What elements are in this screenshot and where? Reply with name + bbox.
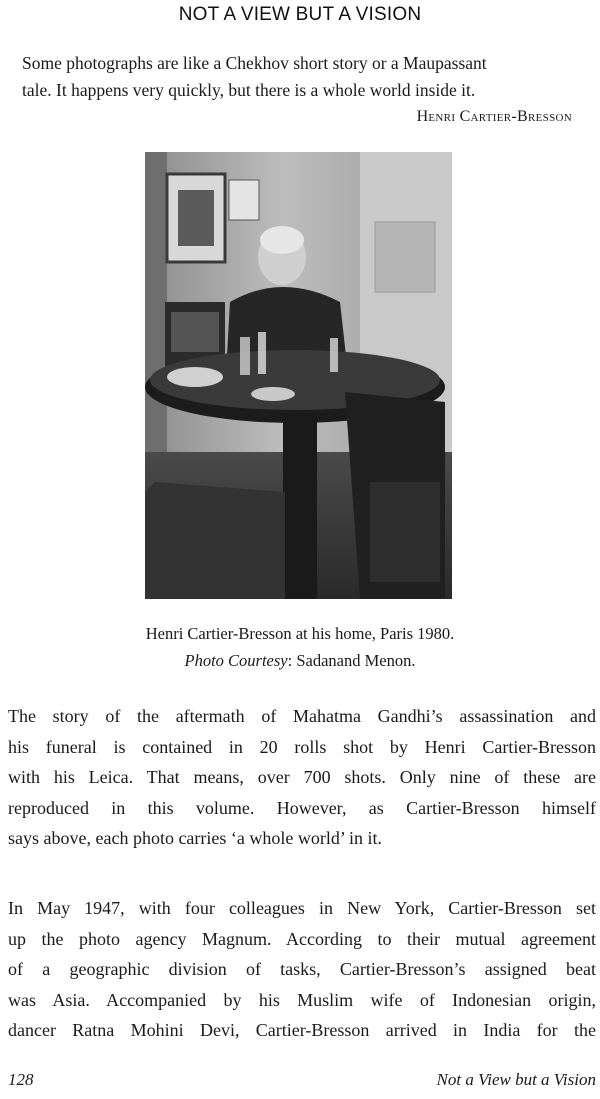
paragraph-line: reproduced in this volume. However, as Cartier-Bresson himself xyxy=(8,797,596,818)
epigraph-line: tale. It happens very quickly, but there is a whole world inside it. xyxy=(22,80,476,100)
body-paragraph xyxy=(8,701,596,854)
running-head: NOT A VIEW BUT A VISION xyxy=(178,4,422,25)
photo-caption xyxy=(0,620,600,674)
paragraph-line: up the photo agency Magnum. According to their mutual agreement xyxy=(8,928,596,949)
body-paragraph xyxy=(8,893,596,1046)
credit-label: Photo Courtesy xyxy=(184,651,288,670)
photo-credit xyxy=(0,647,600,674)
paragraph-line: dancer Ratna Mohini Devi, Cartier-Bresson arrived in India for the xyxy=(8,1020,596,1040)
paragraph-line: of a geographic division of tasks, Cartier-Bresson’s assigned beat xyxy=(8,959,596,979)
photo-cartier-bresson-at-home xyxy=(145,152,452,599)
page-number: 128 xyxy=(8,1070,34,1089)
credit-value: : Sadanand Menon. xyxy=(287,651,416,670)
epigraph-attribution: Henri Cartier-Bresson xyxy=(416,108,572,125)
paragraph-line: with his Leica. That means, over 700 shots. Only nine of these are xyxy=(8,767,596,787)
epigraph-line: Some photographs are like a Chekhov short story or a Maupassant xyxy=(22,53,487,73)
paragraph-line: The story of the aftermath of Mahatma Gandhi’s assassination and xyxy=(8,706,596,726)
epigraph xyxy=(22,50,578,104)
paragraph-line: says above, each photo carries ‘a whole world’ in it. xyxy=(8,828,383,848)
paragraph-line: his funeral is contained in 20 rolls shot by Henri Cartier-Bresson xyxy=(8,736,596,757)
paragraph-line: In May 1947, with four colleagues in New York, Cartier-Bresson set xyxy=(8,898,596,918)
paragraph-line: was Asia. Accompanied by his Muslim wife of Indonesian origin, xyxy=(8,989,596,1010)
caption-line: Henri Cartier-Bresson at his home, Paris 1980. xyxy=(145,624,455,643)
book-title: Not a View but a Vision xyxy=(436,1070,596,1089)
